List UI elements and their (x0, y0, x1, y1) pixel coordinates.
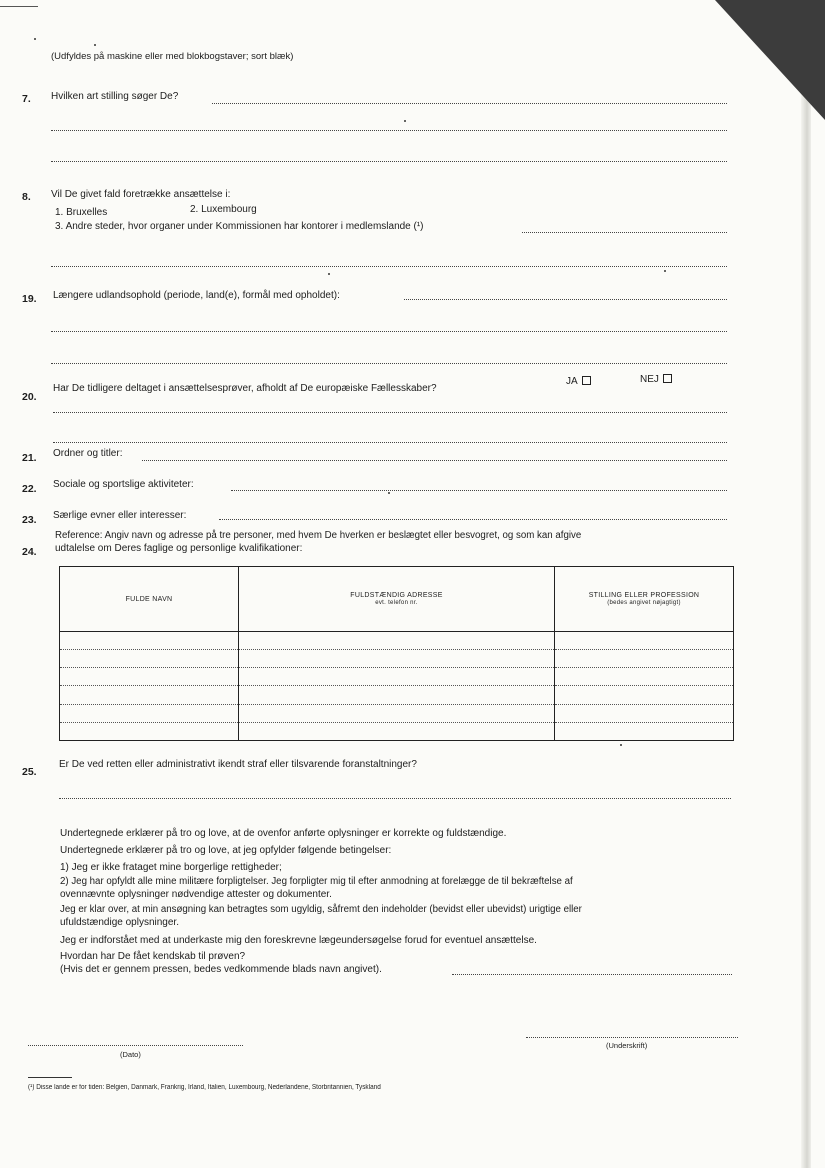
footnote-rule (28, 1077, 72, 1078)
table-cell[interactable] (60, 632, 239, 650)
date-line[interactable] (28, 1045, 243, 1046)
table-cell[interactable] (239, 632, 555, 650)
answer-line[interactable] (51, 161, 727, 162)
answer-line[interactable] (219, 519, 727, 520)
declaration-line: Jeg er indforstået med at underkaste mig den foreskrevne lægeundersøgelse forud for eventuel ansættelse. (60, 935, 537, 946)
scan-speck (388, 492, 390, 494)
option-luxembourg[interactable]: 2. Luxembourg (190, 204, 257, 215)
scanned-corner-shadow (715, 0, 825, 120)
declaration-line: (Hvis det er gennem pressen, bedes vedkommende blads navn angivet). (60, 964, 382, 975)
declaration-line: Jeg er klar over, at min ansøgning kan betragtes som ugyldig, såfremt den indeholder (bevidst eller ubevidst) urigtige eller (60, 904, 582, 915)
yes-option[interactable] (566, 376, 591, 387)
question-number: 20. (22, 391, 37, 403)
question-number: 21. (22, 452, 37, 464)
declaration-line: Hvordan har De fået kendskab til prøven? (60, 951, 246, 962)
table-cell[interactable] (60, 668, 239, 686)
date-label: (Dato) (120, 1050, 141, 1059)
table-cell[interactable] (60, 722, 239, 740)
table-cell[interactable] (60, 704, 239, 722)
table-row (60, 704, 734, 722)
declaration-line: Undertegnede erklærer på tro og love, at jeg opfylder følgende betingelser: (60, 845, 392, 856)
answer-line[interactable] (51, 130, 727, 131)
answer-line[interactable] (404, 299, 727, 300)
question-label: Hvilken art stilling søger De? (51, 91, 179, 102)
answer-line[interactable] (53, 442, 727, 443)
question-number: 8. (22, 191, 31, 203)
question-label: Ordner og titler: (53, 448, 123, 459)
answer-line[interactable] (212, 103, 727, 104)
question-label: Særlige evner eller interesser: (53, 510, 187, 521)
table-row (60, 650, 734, 668)
question-label: Har De tidligere deltaget i ansættelsesprøver, afholdt af De europæiske Fællesskaber? (53, 383, 437, 394)
column-header-address: FULDSTÆNDIG ADRESSE evt. telefon nr. (239, 567, 555, 632)
scan-speck (328, 273, 330, 275)
table-cell[interactable] (60, 686, 239, 704)
declaration-line: ufuldstændige oplysninger. (60, 917, 179, 928)
answer-line[interactable] (51, 331, 727, 332)
column-header-name: FULDE NAVN (60, 567, 239, 632)
table-row (60, 632, 734, 650)
declaration-line: 1) Jeg er ikke frataget mine borgerlige rettigheder; (60, 862, 282, 873)
answer-line[interactable] (452, 974, 732, 975)
answer-line[interactable] (142, 460, 727, 461)
table-cell[interactable] (555, 668, 734, 686)
option-bruxelles[interactable]: 1. Bruxelles (55, 207, 108, 218)
question-label: Reference: Angiv navn og adresse på tre personer, med hvem De hverken er beslægtet eller besvogret, og som kan afgive (55, 530, 582, 541)
no-label: NEJ (640, 374, 659, 385)
question-number: 22. (22, 483, 37, 495)
question-label-cont: udtalelse om Deres faglige og personlige kvalifikationer: (55, 543, 303, 554)
answer-line[interactable] (59, 798, 731, 799)
answer-line[interactable] (231, 490, 727, 491)
scan-speck (620, 744, 622, 746)
form-instruction: (Udfyldes på maskine eller med blokbogstaver; sort blæk) (51, 51, 294, 62)
table-cell[interactable] (555, 722, 734, 740)
table-row (60, 722, 734, 740)
question-number: 25. (22, 766, 37, 778)
question-number: 7. (22, 93, 31, 105)
scan-speck (94, 44, 96, 46)
table-cell[interactable] (60, 650, 239, 668)
question-number: 24. (22, 546, 37, 558)
question-label: Vil De givet fald foretrække ansættelse i: (51, 189, 231, 200)
signature-line[interactable] (526, 1037, 738, 1038)
table-cell[interactable] (239, 650, 555, 668)
reference-table (59, 566, 734, 741)
answer-line[interactable] (522, 232, 727, 233)
scan-speck (404, 120, 406, 122)
table-cell[interactable] (555, 632, 734, 650)
yes-checkbox[interactable] (582, 376, 591, 385)
question-label: Sociale og sportslige aktiviteter: (53, 479, 194, 490)
option-other-places[interactable]: 3. Andre steder, hvor organer under Kommissionen har kontorer i medlemslande (¹) (55, 221, 424, 232)
answer-line[interactable] (53, 412, 727, 413)
table-cell[interactable] (239, 722, 555, 740)
answer-line[interactable] (51, 266, 727, 267)
declaration-line: ovennævnte oplysninger nødvendige attester og dokumenter. (60, 889, 332, 900)
table-row (60, 686, 734, 704)
table-cell[interactable] (555, 650, 734, 668)
table-cell[interactable] (239, 704, 555, 722)
table-cell[interactable] (239, 668, 555, 686)
top-rule (0, 6, 38, 7)
declaration-line: Undertegnede erklærer på tro og love, at de ovenfor anførte oplysninger er korrekte og fuldstændige. (60, 828, 507, 839)
page-edge (801, 0, 811, 1168)
question-number: 19. (22, 293, 37, 305)
question-number: 23. (22, 514, 37, 526)
answer-line[interactable] (51, 363, 727, 364)
footnote: (¹) Disse lande er for tiden: Belgien, Danmark, Frankrig, Irland, Italien, Luxembourg, Nederlandene, Storbritannien, Tyskland (28, 1084, 381, 1091)
yes-label: JA (566, 376, 578, 387)
no-checkbox[interactable] (663, 374, 672, 383)
declaration-line: 2) Jeg har opfyldt alle mine militære forpligtelser. Jeg forpligter mig til efter anmodning at forelægge de til bekræftelse af (60, 876, 573, 887)
table-cell[interactable] (555, 686, 734, 704)
question-label: Længere udlandsophold (periode, land(e), formål med opholdet): (53, 290, 340, 301)
signature-label: (Underskrift) (606, 1041, 648, 1050)
question-label: Er De ved retten eller administrativt ikendt straf eller tilsvarende foranstaltninger? (59, 759, 417, 770)
column-header-profession: STILLING ELLER PROFESSION (bedes angivet nøjagtigt) (555, 567, 734, 632)
no-option[interactable] (640, 374, 672, 385)
table-cell[interactable] (555, 704, 734, 722)
scan-speck (664, 270, 666, 272)
table-row (60, 668, 734, 686)
table-cell[interactable] (239, 686, 555, 704)
scan-speck (34, 38, 36, 40)
